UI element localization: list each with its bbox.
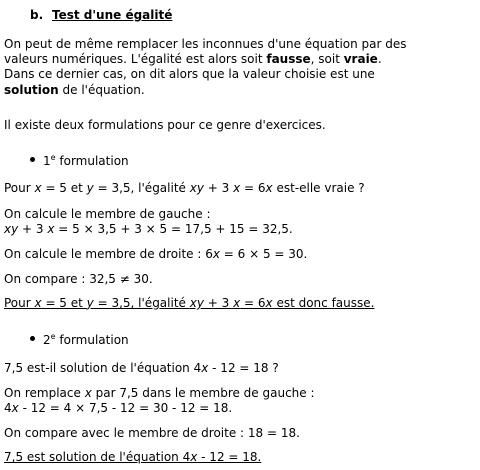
section-title: Test d'une égalité [52, 8, 173, 22]
f2-question: 7,5 est-il solution de l'équation 4x - 12 = 18 ? [4, 361, 279, 375]
section-letter: b. [30, 8, 44, 22]
f1-conclusion: Pour x = 5 et y = 3,5, l'égalité xy + 3 x = 6x est donc fausse. [4, 296, 375, 310]
f1-compare: On compare : 32,5 ≠ 30. [4, 272, 153, 286]
intro-line-1: On peut de même remplacer les inconnues d'une équation par des [4, 37, 407, 51]
f1-calc-right: On calcule le membre de droite : 6x = 6 × 5 = 30. [4, 247, 308, 261]
f2-conclusion: 7,5 est solution de l'équation 4x - 12 = 18. [4, 450, 262, 464]
f2-replace-calc: 4x - 12 = 4 × 7,5 - 12 = 30 - 12 = 18. [4, 401, 233, 415]
intro-line-2: valeurs numériques. L'égalité est alors soit fausse, soit vraie. [4, 52, 382, 66]
intro-line-4: solution de l'équation. [4, 83, 145, 97]
intro-line-3: Dans ce dernier cas, on dit alors que la valeur choisie est une [4, 67, 375, 81]
formulations-intro: Il existe deux formulations pour ce genre d'exercices. [4, 118, 326, 132]
f1-question: Pour x = 5 et y = 3,5, l'égalité xy + 3 x = 6x est-elle vraie ? [4, 181, 365, 195]
f1-calc-left: xy + 3 x = 5 × 3,5 + 3 × 5 = 17,5 + 15 = 32,5. [4, 222, 293, 236]
word-fausse: fausse [266, 52, 311, 66]
bullet-2 [30, 336, 35, 341]
f2-replace-label: On remplace x par 7,5 dans le membre de gauche : [4, 386, 315, 400]
bullet-1 [30, 157, 35, 162]
formulation-1-heading: 1e formulation [43, 153, 129, 168]
word-vraie: vraie [343, 52, 378, 66]
formulation-2-heading: 2e formulation [43, 332, 129, 347]
f1-calc-left-label: On calcule le membre de gauche : [4, 207, 211, 221]
word-solution: solution [4, 83, 59, 97]
f2-compare: On compare avec le membre de droite : 18 = 18. [4, 426, 300, 440]
